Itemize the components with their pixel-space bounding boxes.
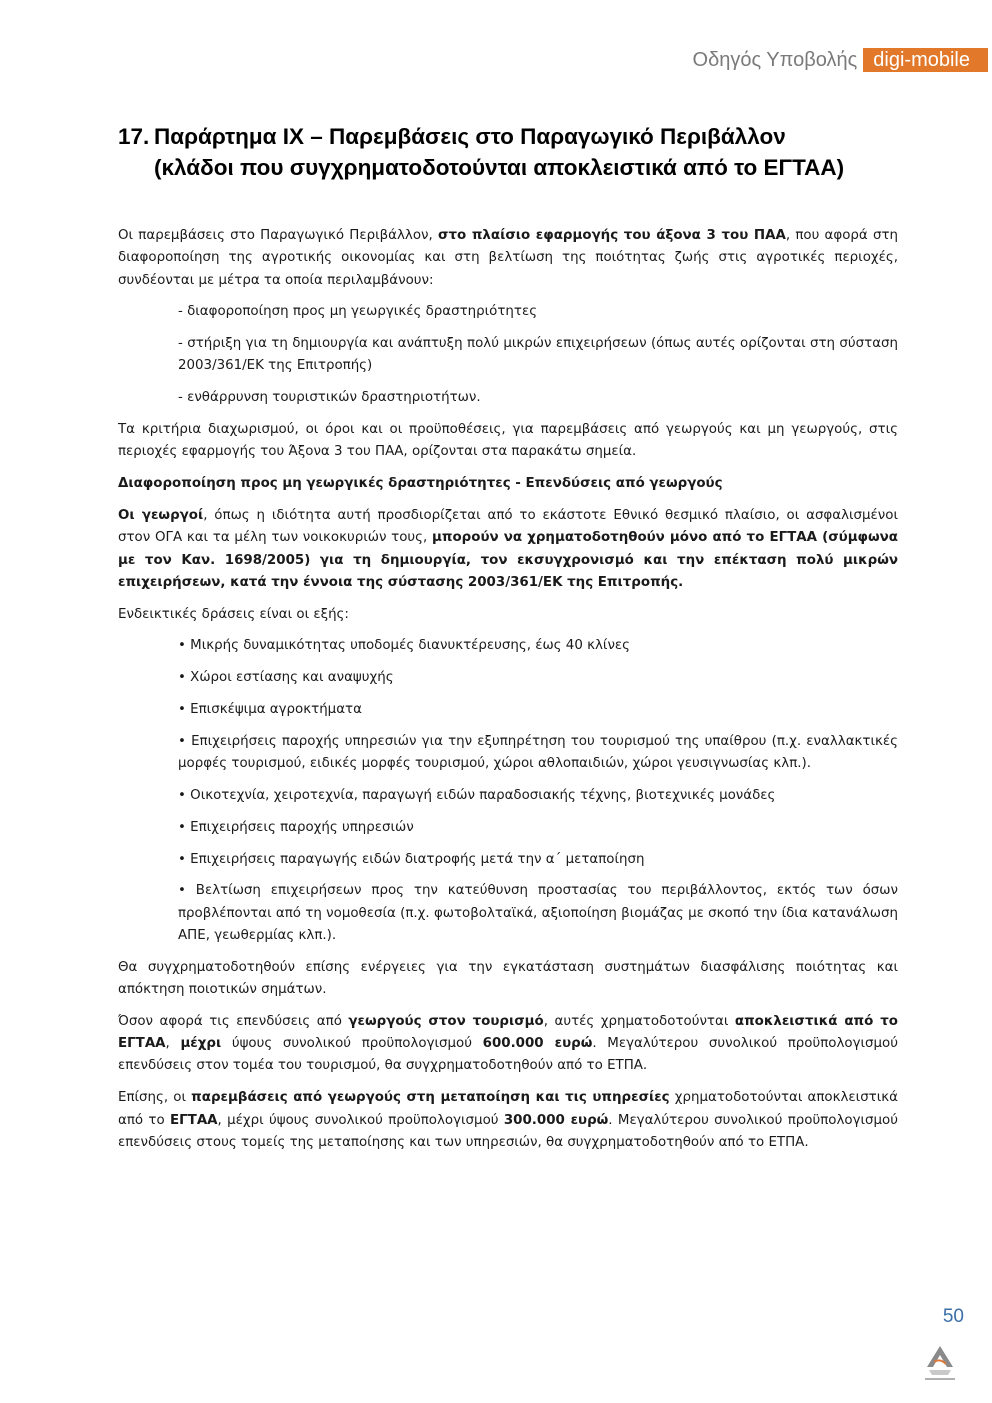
actions-intro: Ενδεικτικές δράσεις είναι οι εξής: [118, 606, 349, 622]
heading-line-2: (κλάδοι που συγχρηματοδοτούνται αποκλειστικά από το ΕΓΤΑΑ) [154, 155, 845, 180]
document-body [118, 225, 898, 1164]
heading-line-1: Παράρτημα ΙΧ – Παρεμβάσεις στο Παραγωγικό Περιβάλλον [154, 124, 786, 149]
header-badge: digi-mobile [863, 48, 988, 72]
quality-paragraph: Θα συγχρηματοδοτηθούν επίσης ενέργειες για την εγκατάσταση συστημάτων διασφάλισης ποιότητας και απόκτηση ποιοτικών σημάτων. [118, 959, 898, 998]
publisher-logo-icon [922, 1342, 958, 1384]
action-item: • Χώροι εστίασης και αναψυχής [178, 670, 394, 686]
section-heading [118, 121, 898, 183]
measure-item: - ενθάρρυνση τουριστικών δραστηριοτήτων. [178, 390, 481, 406]
action-item: • Μικρής δυναμικότητας υποδομές διανυκτέρευσης, έως 40 κλίνες [178, 638, 631, 654]
measure-item: - στήριξη για τη δημιουργία και ανάπτυξη πολύ μικρών επιχειρήσεων (όπως αυτές ορίζονται στη σύσταση 2003/361/ΕΚ της Επιτροπής) [178, 336, 898, 374]
criteria-paragraph: Τα κριτήρια διαχωρισμού, οι όροι και οι προϋποθέσεις, για παρεμβάσεις από γεωργούς και μη γεωργούς, στις περιοχές εφαρμογής του Άξονα 3 του ΠΑΑ, ορίζονται στα παρακάτω σημεία. [118, 422, 898, 460]
measure-item: - διαφοροποίηση προς μη γεωργικές δραστηριότητες [178, 304, 538, 320]
header-title: Οδηγός Υποβολής [692, 48, 858, 71]
section-number: 17. [118, 124, 150, 149]
tourism-paragraph: Όσον αφορά τις επενδύσεις από γεωργούς στον τουρισμό, αυτές χρηματοδοτούνται αποκλειστικά από το ΕΓΤΑΑ, μέχρι ύψους συνολικού προϋπολογισμού 600.000 ευρώ. Μεγαλύτερου συνολικού προϋπολογισμού επενδύσεις στον τομέα του τουρισμού, θα συγχρηματοδοτηθούν από το ΕΤΠΑ. [118, 1013, 899, 1074]
action-item: • Επιχειρήσεις παροχής υπηρεσιών [178, 819, 414, 835]
page-number: 50 [942, 1306, 964, 1327]
intro-paragraph: Οι παρεμβάσεις στο Παραγωγικό Περιβάλλον, στο πλαίσιο εφαρμογής του άξονα 3 του ΠΑΑ, που αφορά στη διαφοροποίηση της αγροτικής οικονομίας και στη βελτίωση της ποιότητας ζωής στις αγροτικές περιοχές, συνδέονται με μέτρα τα οποία περιλαμβάνουν: [118, 228, 899, 288]
action-item: • Οικοτεχνία, χειροτεχνία, παραγωγή ειδών παραδοσιακής τέχνης, βιοτεχνικές μονάδες [178, 787, 776, 803]
farmers-paragraph: Οι γεωργοί, όπως η ιδιότητα αυτή προσδιορίζεται από το εκάστοτε Εθνικό θεσμικό πλαίσιο, οι ασφαλισμένοι στον ΟΓΑ και τα μέλη των νοικοκυριών τους, μπορούν να χρηματοδοτηθούν μόνο από το ΕΓΤΑΑ (σύμφωνα με τον Καν. 1698/2005) για τη δημιουργία, τον εκσυγχρονισμό και την επέκταση πολύ μικρών επιχειρήσεων, κατά την έννοια της σύστασης 2003/361/ΕΚ της Επιτροπής. [118, 507, 898, 590]
subheading: Διαφοροποίηση προς μη γεωργικές δραστηριότητες - Επενδύσεις από γεωργούς [118, 476, 723, 492]
action-item: • Επισκέψιμα αγροκτήματα [178, 702, 362, 718]
action-item: • Επιχειρήσεις παραγωγής ειδών διατροφής μετά την α΄ μεταποίηση [178, 851, 645, 867]
action-item: • Επιχειρήσεις παροχής υπηρεσιών για την εξυπηρέτηση του τουρισμού της υπαίθρου (π.χ. εναλλακτικές μορφές τουρισμού, ειδικές μορφές τουρισμού, χώροι αθλοπαιδιών, χώροι γευσιγνωσίας κλπ.). [178, 733, 898, 772]
processing-paragraph: Επίσης, οι παρεμβάσεις από γεωργούς στη μεταποίηση και τις υπηρεσίες χρηματοδοτούνται αποκλειστικά από το ΕΓΤΑΑ, μέχρι ύψους συνολικού προϋπολογισμού 300.000 ευρώ. Μεγαλύτερου συνολικού προϋπολογισμού επενδύσεις στους τομείς της μεταποίησης και των υπηρεσιών, θα συγχρηματοδοτηθούν από το ΕΤΠΑ. [118, 1090, 898, 1150]
page-header [693, 48, 988, 72]
action-item: • Βελτίωση επιχειρήσεων προς την κατεύθυνση προστασίας του περιβάλλοντος, εκτός των όσων προβλέπονται από τη νομοθεσία (π.χ. φωτοβολταϊκά, αξιοποίηση βιομάζας με σκοπό την ίδια κατανάλωση ΑΠΕ, γεωθερμίας κλπ.). [178, 883, 898, 943]
